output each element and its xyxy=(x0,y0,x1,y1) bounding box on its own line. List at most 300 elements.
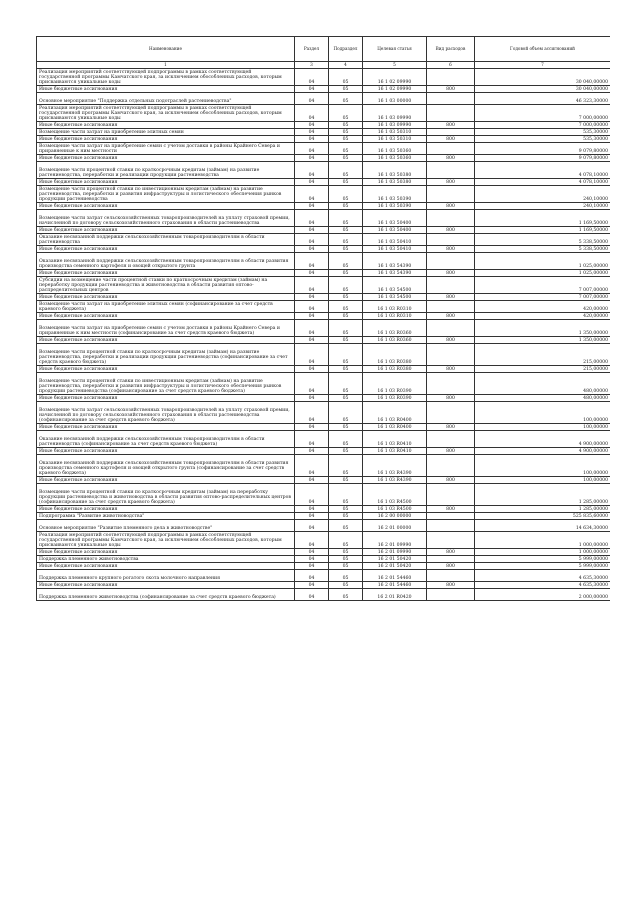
table-row xyxy=(37,277,611,294)
table-row xyxy=(37,431,611,448)
row-section: 04 xyxy=(295,294,329,301)
row-expense-type xyxy=(427,513,475,520)
row-name: Иные бюджетные ассигнования xyxy=(37,227,295,234)
table-row xyxy=(37,143,611,155)
row-section: 04 xyxy=(295,186,329,203)
row-section: 04 xyxy=(295,402,329,424)
row-expense-type xyxy=(427,253,475,270)
row-expense-type xyxy=(427,373,475,395)
row-amount: 420,00000 xyxy=(475,301,611,313)
row-section: 04 xyxy=(295,253,329,270)
table-row xyxy=(37,294,611,301)
row-target: 16 1 03 50360 xyxy=(363,143,427,155)
table-row xyxy=(37,563,611,570)
row-expense-type xyxy=(427,162,475,179)
row-section: 04 xyxy=(295,277,329,294)
row-subsection: 05 xyxy=(329,549,363,556)
row-amount: 46 323,30000 xyxy=(475,93,611,105)
row-section: 04 xyxy=(295,395,329,402)
row-expense-type xyxy=(427,186,475,203)
row-section: 04 xyxy=(295,203,329,210)
row-amount: 14 634,30000 xyxy=(475,520,611,532)
row-subsection: 05 xyxy=(329,86,363,93)
row-name: Основное мероприятие "Поддержка отдельных подотраслей растениеводства" xyxy=(37,93,295,105)
row-target: 16 1 03 R0380 xyxy=(363,344,427,366)
row-target: 16 1 03 R4500 xyxy=(363,506,427,513)
row-target: 16 1 03 R0310 xyxy=(363,313,427,320)
row-subsection: 05 xyxy=(329,210,363,227)
row-expense-type xyxy=(427,455,475,477)
table-row xyxy=(37,424,611,431)
row-expense-type xyxy=(427,532,475,549)
row-amount: 2 000,00000 xyxy=(475,589,611,601)
table-row xyxy=(37,484,611,506)
row-target: 16 1 03 R0410 xyxy=(363,448,427,455)
row-target: 16 1 03 50360 xyxy=(363,155,427,162)
table-row xyxy=(37,179,611,186)
row-expense-type: 800 xyxy=(427,136,475,143)
row-section: 04 xyxy=(295,246,329,253)
column-number: 6 xyxy=(427,62,475,69)
header-subsection: Подраздел xyxy=(329,37,363,62)
table-row xyxy=(37,105,611,122)
row-amount: 4 900,00000 xyxy=(475,431,611,448)
row-expense-type: 800 xyxy=(427,549,475,556)
row-expense-type xyxy=(427,320,475,337)
row-section: 04 xyxy=(295,563,329,570)
table-row xyxy=(37,136,611,143)
row-amount: 480,00000 xyxy=(475,373,611,395)
row-expense-type xyxy=(427,402,475,424)
row-section: 04 xyxy=(295,513,329,520)
table-row xyxy=(37,477,611,484)
row-subsection: 05 xyxy=(329,270,363,277)
row-subsection: 05 xyxy=(329,186,363,203)
row-subsection: 05 xyxy=(329,136,363,143)
row-name: Возмещение части затрат на приобретение элитных семян (софинансирование за счет средств краевого бюджета) xyxy=(37,301,295,313)
row-amount: 5 338,50000 xyxy=(475,246,611,253)
row-target: 16 1 03 50380 xyxy=(363,162,427,179)
column-number: 5 xyxy=(363,62,427,69)
row-section: 04 xyxy=(295,431,329,448)
row-section: 04 xyxy=(295,556,329,563)
header-section: Раздел xyxy=(295,37,329,62)
row-expense-type: 800 xyxy=(427,227,475,234)
row-expense-type: 800 xyxy=(427,582,475,589)
row-expense-type xyxy=(427,589,475,601)
row-expense-type xyxy=(427,556,475,563)
row-subsection: 05 xyxy=(329,234,363,246)
row-amount: 240,10000 xyxy=(475,186,611,203)
row-name: Иные бюджетные ассигнования xyxy=(37,136,295,143)
table-row xyxy=(37,373,611,395)
table-row xyxy=(37,395,611,402)
table-row xyxy=(37,203,611,210)
table-row xyxy=(37,246,611,253)
row-amount: 525 835,60000 xyxy=(475,513,611,520)
row-amount: 215,00000 xyxy=(475,366,611,373)
row-target: 16 1 03 R0360 xyxy=(363,320,427,337)
row-subsection: 05 xyxy=(329,277,363,294)
row-target: 16 1 03 R4390 xyxy=(363,477,427,484)
row-expense-type: 800 xyxy=(427,179,475,186)
row-expense-type: 800 xyxy=(427,155,475,162)
table-row xyxy=(37,320,611,337)
row-section: 04 xyxy=(295,69,329,86)
row-target: 16 1 03 R0310 xyxy=(363,301,427,313)
row-amount: 1 169,50000 xyxy=(475,227,611,234)
row-amount: 5 999,00000 xyxy=(475,556,611,563)
row-section: 04 xyxy=(295,520,329,532)
row-name: Реализация мероприятий соответствующей подпрограммы в рамках соответствующей государственной программы Камчатского края, за исключением обособленных расходов, которым присваиваются уникальные коды xyxy=(37,532,295,549)
row-section: 04 xyxy=(295,582,329,589)
row-name: Возмещение части затрат сельскохозяйственных товаропроизводителей на уплату страховой премии, начисленной по договору сельскохозяйственного страхования в области растениеводства xyxy=(37,210,295,227)
row-expense-type xyxy=(427,105,475,122)
row-section: 04 xyxy=(295,93,329,105)
table-row xyxy=(37,210,611,227)
row-subsection: 05 xyxy=(329,129,363,136)
row-target: 16 1 03 09990 xyxy=(363,122,427,129)
row-subsection: 05 xyxy=(329,532,363,549)
row-section: 04 xyxy=(295,448,329,455)
row-subsection: 05 xyxy=(329,484,363,506)
row-subsection: 05 xyxy=(329,294,363,301)
row-name: Иные бюджетные ассигнования xyxy=(37,122,295,129)
row-amount: 1 000,00000 xyxy=(475,532,611,549)
row-target: 16 1 03 50310 xyxy=(363,129,427,136)
row-amount: 100,00000 xyxy=(475,477,611,484)
row-section: 04 xyxy=(295,162,329,179)
table-row xyxy=(37,129,611,136)
row-expense-type: 800 xyxy=(427,246,475,253)
row-amount: 7 000,00000 xyxy=(475,105,611,122)
row-target: 16 1 03 54500 xyxy=(363,294,427,301)
table-row xyxy=(37,513,611,520)
row-target: 16 1 02 09990 xyxy=(363,86,427,93)
row-subsection: 05 xyxy=(329,320,363,337)
row-amount: 4 078,10000 xyxy=(475,162,611,179)
row-expense-type xyxy=(427,234,475,246)
row-target: 16 1 03 50390 xyxy=(363,186,427,203)
row-name: Иные бюджетные ассигнования xyxy=(37,395,295,402)
row-amount: 4 635,30000 xyxy=(475,570,611,582)
row-subsection: 05 xyxy=(329,366,363,373)
row-section: 04 xyxy=(295,105,329,122)
row-amount: 420,00000 xyxy=(475,313,611,320)
row-expense-type xyxy=(427,129,475,136)
row-subsection: 05 xyxy=(329,448,363,455)
table-row xyxy=(37,402,611,424)
row-name: Иные бюджетные ассигнования xyxy=(37,582,295,589)
table-row xyxy=(37,186,611,203)
row-subsection: 05 xyxy=(329,570,363,582)
row-target: 16 1 03 54390 xyxy=(363,253,427,270)
row-expense-type: 800 xyxy=(427,270,475,277)
row-name: Иные бюджетные ассигнования xyxy=(37,313,295,320)
row-target: 16 1 03 50410 xyxy=(363,234,427,246)
column-number xyxy=(36,36,37,37)
header-name: Наименование xyxy=(37,37,295,62)
row-subsection: 05 xyxy=(329,582,363,589)
row-section: 04 xyxy=(295,227,329,234)
row-amount: 9 079,80000 xyxy=(475,155,611,162)
table-row xyxy=(37,155,611,162)
row-section: 04 xyxy=(295,155,329,162)
row-subsection: 05 xyxy=(329,513,363,520)
row-section: 04 xyxy=(295,86,329,93)
column-number: 3 xyxy=(295,62,329,69)
row-subsection: 05 xyxy=(329,424,363,431)
row-subsection: 05 xyxy=(329,301,363,313)
row-expense-type xyxy=(427,69,475,86)
row-section: 04 xyxy=(295,455,329,477)
row-expense-type: 800 xyxy=(427,294,475,301)
row-expense-type xyxy=(427,520,475,532)
row-subsection: 05 xyxy=(329,69,363,86)
row-name: Иные бюджетные ассигнования xyxy=(37,448,295,455)
row-section: 04 xyxy=(295,570,329,582)
row-amount: 1 025,00000 xyxy=(475,253,611,270)
table-row xyxy=(37,506,611,513)
row-section: 04 xyxy=(295,234,329,246)
row-expense-type: 800 xyxy=(427,313,475,320)
header-expense-type: Вид расходов xyxy=(427,37,475,62)
table-row xyxy=(37,344,611,366)
row-name: Основное мероприятие "Развитие племенного дела в животноводстве" xyxy=(37,520,295,532)
table-row xyxy=(37,234,611,246)
row-subsection: 05 xyxy=(329,563,363,570)
row-section: 04 xyxy=(295,424,329,431)
row-subsection: 05 xyxy=(329,155,363,162)
table-row xyxy=(37,162,611,179)
row-amount: 535,30000 xyxy=(475,129,611,136)
row-subsection: 05 xyxy=(329,162,363,179)
row-subsection: 05 xyxy=(329,556,363,563)
row-amount: 4 635,30000 xyxy=(475,582,611,589)
row-section: 04 xyxy=(295,484,329,506)
row-expense-type: 800 xyxy=(427,395,475,402)
row-name: Возмещение части затрат на приобретение семян с учетом доставки в районы Крайнего Севера и приравненные к ним местности xyxy=(37,143,295,155)
row-name: Возмещение части процентной ставки по инвестиционным кредитам (займам) на развитие растениеводства, переработки и развития инфраструктуры и логистического обеспечения рынков продукции растениеводства (софинансирование за счет средств краевого бюджета) xyxy=(37,373,295,395)
row-expense-type xyxy=(427,484,475,506)
row-amount: 1 350,00000 xyxy=(475,320,611,337)
table-row xyxy=(37,337,611,344)
table-row xyxy=(37,582,611,589)
row-section: 04 xyxy=(295,320,329,337)
row-name: Субсидии на возмещение части процентной ставки по краткосрочным кредитам (займам) на переработку продукции растениеводства и животноводства в области развития оптово-распределительных центров xyxy=(37,277,295,294)
table-row xyxy=(37,253,611,270)
row-section: 04 xyxy=(295,129,329,136)
table-row xyxy=(37,122,611,129)
row-name: Иные бюджетные ассигнования xyxy=(37,563,295,570)
row-expense-type xyxy=(427,143,475,155)
row-expense-type xyxy=(427,570,475,582)
row-amount: 1 000,00000 xyxy=(475,549,611,556)
row-subsection: 05 xyxy=(329,477,363,484)
row-amount: 5 999,00000 xyxy=(475,563,611,570)
column-number-row xyxy=(37,62,611,69)
row-section: 04 xyxy=(295,366,329,373)
header-target: Целевая статья xyxy=(363,37,427,62)
row-expense-type xyxy=(427,344,475,366)
row-name: Реализация мероприятий соответствующей подпрограммы в рамках соответствующей государственной программы Камчатского края, за исключением обособленных расходов, которым присваиваются уникальные коды xyxy=(37,69,295,86)
row-target: 16 1 03 54390 xyxy=(363,270,427,277)
budget-table xyxy=(36,36,610,601)
row-name: Иные бюджетные ассигнования xyxy=(37,179,295,186)
row-subsection: 05 xyxy=(329,589,363,601)
table-row xyxy=(37,549,611,556)
row-name: Реализация мероприятий соответствующей подпрограммы в рамках соответствующей государственной программы Камчатского края, за исключением обособленных расходов, которым присваиваются уникальные коды xyxy=(37,105,295,122)
row-target: 16 1 03 50310 xyxy=(363,136,427,143)
row-name: Возмещение части затрат на приобретение элитных семян xyxy=(37,129,295,136)
row-name: Возмещение части затрат на приобретение семян с учетом доставки в районы Крайнего Севера и приравненные к ним местности (софинансирование за счет средств краевого бюджета) xyxy=(37,320,295,337)
row-section: 04 xyxy=(295,122,329,129)
row-target: 16 1 03 50400 xyxy=(363,210,427,227)
row-amount: 100,00000 xyxy=(475,402,611,424)
row-name: Оказание несвязанной поддержки сельскохозяйственным товаропроизводителям в области развития производства семенного картофеля и овощей открытого грунта xyxy=(37,253,295,270)
row-section: 04 xyxy=(295,136,329,143)
row-expense-type: 800 xyxy=(427,337,475,344)
row-name: Возмещение части процентной ставки по краткосрочным кредитам (займам) на развитие растениеводства, переработки и реализации продукции растениеводства xyxy=(37,162,295,179)
row-target: 16 2 01 54460 xyxy=(363,570,427,582)
row-subsection: 05 xyxy=(329,344,363,366)
row-expense-type: 800 xyxy=(427,563,475,570)
row-section: 04 xyxy=(295,532,329,549)
row-name: Возмещение части процентной ставки по краткосрочным кредитам (займам) на переработку продукции растениеводства и животноводства в области развития оптово-распределительных центров (софинансирование за счет средств краевого бюджета) xyxy=(37,484,295,506)
row-expense-type: 800 xyxy=(427,424,475,431)
table-row xyxy=(37,520,611,532)
row-amount: 1 025,00000 xyxy=(475,270,611,277)
row-target: 16 1 03 R0390 xyxy=(363,373,427,395)
row-amount: 215,00000 xyxy=(475,344,611,366)
row-name: Иные бюджетные ассигнования xyxy=(37,270,295,277)
row-target: 16 1 03 R4390 xyxy=(363,455,427,477)
row-name: Иные бюджетные ассигнования xyxy=(37,246,295,253)
row-amount: 7 007,00000 xyxy=(475,294,611,301)
row-target: 16 1 03 R0380 xyxy=(363,366,427,373)
table-row xyxy=(37,86,611,93)
row-subsection: 05 xyxy=(329,93,363,105)
row-amount: 100,00000 xyxy=(475,424,611,431)
row-target: 16 2 01 50420 xyxy=(363,556,427,563)
row-expense-type: 800 xyxy=(427,122,475,129)
row-amount: 1 285,00000 xyxy=(475,484,611,506)
row-name: Оказание несвязанной поддержки сельскохозяйственным товаропроизводителям в области развития производства семенного картофеля и овощей открытого грунта (софинансирование за счет средств краевого бюджета) xyxy=(37,455,295,477)
row-name: Иные бюджетные ассигнования xyxy=(37,337,295,344)
row-name: Возмещение части затрат сельскохозяйственных товаропроизводителей на уплату страховой премии, начисленной по договору сельскохозяйственного страхования в области растениеводства (софинансирование за счет средств краевого бюджета) xyxy=(37,402,295,424)
row-amount: 30 040,00000 xyxy=(475,86,611,93)
row-subsection: 05 xyxy=(329,337,363,344)
row-subsection: 05 xyxy=(329,373,363,395)
row-section: 04 xyxy=(295,143,329,155)
row-subsection: 05 xyxy=(329,455,363,477)
row-target: 16 1 03 00000 xyxy=(363,93,427,105)
row-expense-type: 800 xyxy=(427,506,475,513)
row-name: Иные бюджетные ассигнования xyxy=(37,477,295,484)
row-target: 16 1 03 R4500 xyxy=(363,484,427,506)
row-section: 04 xyxy=(295,313,329,320)
row-name: Иные бюджетные ассигнования xyxy=(37,155,295,162)
table-row xyxy=(37,448,611,455)
row-target: 16 1 03 50400 xyxy=(363,227,427,234)
header-amount: Годовой объем ассигнований xyxy=(475,37,611,62)
row-expense-type xyxy=(427,301,475,313)
table-row xyxy=(37,366,611,373)
table-row xyxy=(37,556,611,563)
row-section: 04 xyxy=(295,549,329,556)
row-subsection: 05 xyxy=(329,313,363,320)
row-subsection: 05 xyxy=(329,506,363,513)
row-amount: 4 078,10000 xyxy=(475,179,611,186)
row-amount: 7 007,00000 xyxy=(475,277,611,294)
row-expense-type: 800 xyxy=(427,448,475,455)
row-section: 04 xyxy=(295,179,329,186)
row-target: 16 2 01 09990 xyxy=(363,549,427,556)
row-target: 16 1 03 R0410 xyxy=(363,431,427,448)
row-name: Возмещение части процентной ставки по инвестиционным кредитам (займам) на развитие растениеводства, переработки и развития инфраструктуры и логистического обеспечения рынков продукции растениеводства xyxy=(37,186,295,203)
row-name: Оказание несвязанной поддержки сельскохозяйственным товаропроизводителям в области растениеводства (софинансирование за счет средств краевого бюджета) xyxy=(37,431,295,448)
row-expense-type: 800 xyxy=(427,86,475,93)
row-amount: 1 350,00000 xyxy=(475,337,611,344)
row-name: Иные бюджетные ассигнования xyxy=(37,294,295,301)
row-name: Иные бюджетные ассигнования xyxy=(37,86,295,93)
row-amount: 480,00000 xyxy=(475,395,611,402)
row-subsection: 05 xyxy=(329,203,363,210)
table-header-row xyxy=(37,37,611,62)
row-target: 16 2 01 09990 xyxy=(363,532,427,549)
row-target: 16 1 03 54500 xyxy=(363,277,427,294)
row-section: 04 xyxy=(295,477,329,484)
row-subsection: 05 xyxy=(329,143,363,155)
row-subsection: 05 xyxy=(329,395,363,402)
row-section: 04 xyxy=(295,506,329,513)
row-expense-type: 800 xyxy=(427,477,475,484)
row-section: 04 xyxy=(295,589,329,601)
row-amount: 5 338,50000 xyxy=(475,234,611,246)
row-name: Подпрограмма "Развитие животноводства" xyxy=(37,513,295,520)
table-row xyxy=(37,301,611,313)
row-name: Оказание несвязанной поддержки сельскохозяйственным товаропроизводителям в области растениеводства xyxy=(37,234,295,246)
column-number: 7 xyxy=(475,62,611,69)
row-name: Иные бюджетные ассигнования xyxy=(37,549,295,556)
row-subsection: 05 xyxy=(329,431,363,448)
row-target: 16 2 01 00000 xyxy=(363,520,427,532)
table-row xyxy=(37,93,611,105)
table-row xyxy=(37,69,611,86)
row-name: Возмещение части процентной ставки по краткосрочным кредитам (займам) на развитие растениеводства, переработки и реализации продукции растениеводства (софинансирование за счет средств краевого бюджета) xyxy=(37,344,295,366)
row-amount: 7 000,00000 xyxy=(475,122,611,129)
row-name: Поддержка племенного крупного рогатого скота молочного направления xyxy=(37,570,295,582)
row-amount: 535,30000 xyxy=(475,136,611,143)
table-row xyxy=(37,589,611,601)
row-name: Иные бюджетные ассигнования xyxy=(37,203,295,210)
table-body xyxy=(37,69,611,601)
row-target: 16 2 01 54460 xyxy=(363,582,427,589)
row-target: 16 1 03 50380 xyxy=(363,179,427,186)
row-subsection: 05 xyxy=(329,520,363,532)
row-name: Поддержка племенного животноводства (софинансирование за счет средств краевого бюджета) xyxy=(37,589,295,601)
row-subsection: 05 xyxy=(329,246,363,253)
row-section: 04 xyxy=(295,373,329,395)
row-amount: 100,00000 xyxy=(475,455,611,477)
row-target: 16 1 03 50410 xyxy=(363,246,427,253)
row-subsection: 05 xyxy=(329,179,363,186)
row-target: 16 1 03 R0400 xyxy=(363,424,427,431)
row-target: 16 1 03 50390 xyxy=(363,203,427,210)
row-subsection: 05 xyxy=(329,227,363,234)
row-target: 16 2 01 50420 xyxy=(363,563,427,570)
row-name: Иные бюджетные ассигнования xyxy=(37,424,295,431)
